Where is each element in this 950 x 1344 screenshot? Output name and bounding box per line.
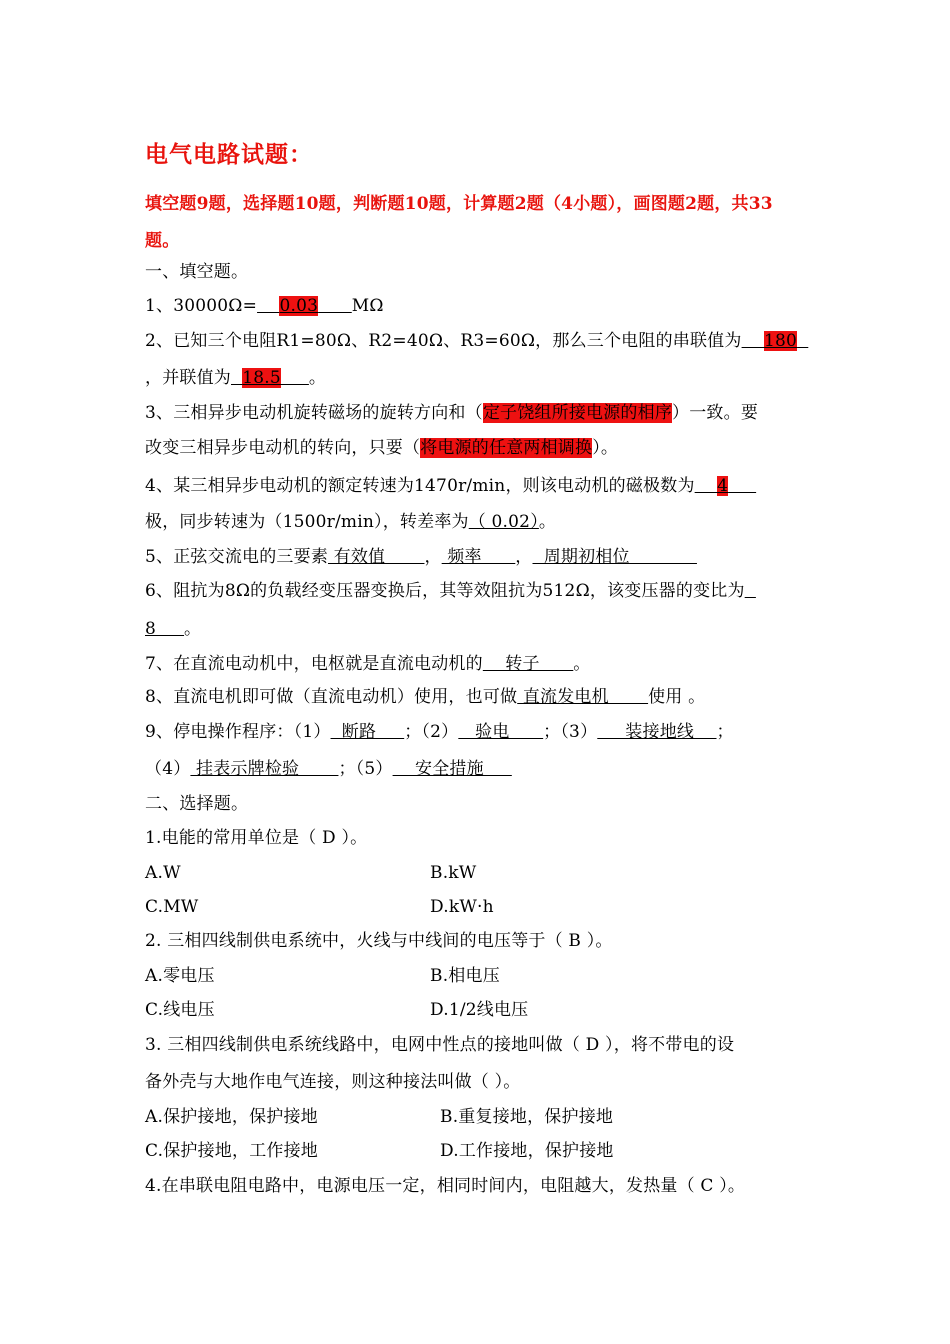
choice-question-1: 1.电能的常用单位是（ D ）。 — [145, 828, 368, 848]
option-c: C.保护接地，工作接地 — [145, 1141, 319, 1161]
choice-3-options-row-1 — [145, 1106, 810, 1128]
question-4-continued: 极，同步转速为（1500r/min），转差率为（ 0.02）。 — [145, 512, 557, 532]
answer-9-step-5: 安全措施 — [392, 759, 512, 779]
question-1: 1、30000Ω= 0.03 MΩ — [145, 296, 384, 316]
answer-5-frequency: 频率 — [441, 547, 516, 567]
question-9-continued: （4） 挂表示牌检验 ；（5） 安全措施 — [145, 759, 512, 779]
question-4: 4、某三相异步电动机的额定转速为1470r/min，则该电动机的磁极数为 4 — [145, 476, 729, 496]
question-3: 3、三相异步电动机旋转磁场的旋转方向和（定子饶组所接电源的相序）一致。要 — [145, 403, 759, 423]
option-d: D.kW·h — [430, 897, 494, 917]
option-c: C.线电压 — [145, 1000, 215, 1020]
intro-line-2: 题。 — [145, 231, 180, 251]
question-3-continued: 改变三相异步电动机的转向，只要（将电源的任意两相调换）。 — [145, 438, 619, 458]
choice-question-4: 4.在串联电阻电路中，电源电压一定，相同时间内，电阻越大，发热量（ C ）。 — [145, 1176, 746, 1196]
answer-4-slip: （ 0.02） — [468, 512, 539, 532]
page-title: 电气电路试题： — [145, 141, 313, 168]
option-a: A.保护接地，保护接地 — [145, 1107, 318, 1127]
question-7: 7、在直流电动机中，电枢就是直流电动机的 转子 。 — [145, 654, 591, 674]
question-2-continued: ，并联值为 18.5 。 — [145, 368, 327, 388]
option-a: A.W — [145, 863, 181, 883]
choice-1-options-row-1 — [145, 862, 810, 884]
answer-6-ratio: 8 — [145, 619, 185, 639]
answer-3-swap-phases: 将电源的任意两相调换 — [420, 438, 593, 458]
choice-1-options-row-2 — [145, 896, 810, 918]
question-9: 9、停电操作程序：（1） 断路 ；（2） 验电 ；（3） 装接地线 ； — [145, 722, 734, 742]
question-2: 2、已知三个电阻R1=80Ω、R2=40Ω、R3=60Ω，那么三个电阻的串联值为 180 — [145, 331, 798, 351]
answer-9-step-3: 装接地线 — [597, 722, 717, 742]
answer-9-step-4: 挂表示牌检验 — [190, 759, 339, 779]
question-6: 6、阻抗为8Ω的负载经变压器变换后，其等效阻抗为512Ω，该变压器的变比为 — [145, 581, 745, 601]
section-heading-fill-blank: 一、填空题。 — [145, 262, 249, 282]
choice-2-options-row-1 — [145, 965, 810, 987]
option-b: B.重复接地，保护接地 — [440, 1107, 614, 1127]
answer-7-rotor: 转子 — [482, 654, 574, 674]
question-8: 8、直流电机即可做（直流电动机）使用，也可做 直流发电机 使用 。 — [145, 687, 706, 707]
answer-8-generator: 直流发电机 — [517, 687, 649, 707]
answer-1: 0.03 — [279, 296, 319, 316]
answer-4-poles: 4 — [717, 476, 729, 496]
question-5: 5、正弦交流电的三要素 有效值 ， 频率 ， 周期初相位 — [145, 547, 697, 567]
answer-5-phase: 周期初相位 — [532, 547, 697, 567]
choice-3-options-row-2 — [145, 1140, 810, 1162]
answer-5-rms: 有效值 — [328, 547, 425, 567]
choice-question-3: 3. 三相四线制供电系统线路中，电网中性点的接地叫做（ D ），将不带电的设 — [145, 1035, 735, 1055]
option-a: A.零电压 — [145, 966, 215, 986]
answer-9-step-1: 断路 — [330, 722, 405, 742]
option-b: B.相电压 — [430, 966, 500, 986]
choice-2-options-row-2 — [145, 999, 810, 1021]
choice-question-2: 2. 三相四线制供电系统中，火线与中线间的电压等于（ B ）。 — [145, 931, 613, 951]
section-heading-multiple-choice: 二、选择题。 — [145, 794, 249, 814]
option-b: B.kW — [430, 863, 477, 883]
answer-9-step-2: 验电 — [458, 722, 544, 742]
answer-2-series: 180 — [764, 331, 798, 351]
question-6-continued: 8 。 — [145, 619, 202, 639]
answer-2-parallel: 18.5 — [242, 368, 281, 388]
option-c: C.MW — [145, 897, 199, 917]
answer-3-phase-sequence: 定子饶组所接电源的相序 — [482, 403, 673, 423]
choice-question-3-continued: 备外壳与大地作电气连接，则这种接法叫做（ ）。 — [145, 1072, 521, 1092]
option-d: D.1/2线电压 — [430, 1000, 529, 1020]
intro-line-1: 填空题9题，选择题10题，判断题10题，计算题2题（4小题），画图题2题，共33 — [145, 194, 773, 214]
option-d: D.工作接地，保护接地 — [440, 1141, 614, 1161]
